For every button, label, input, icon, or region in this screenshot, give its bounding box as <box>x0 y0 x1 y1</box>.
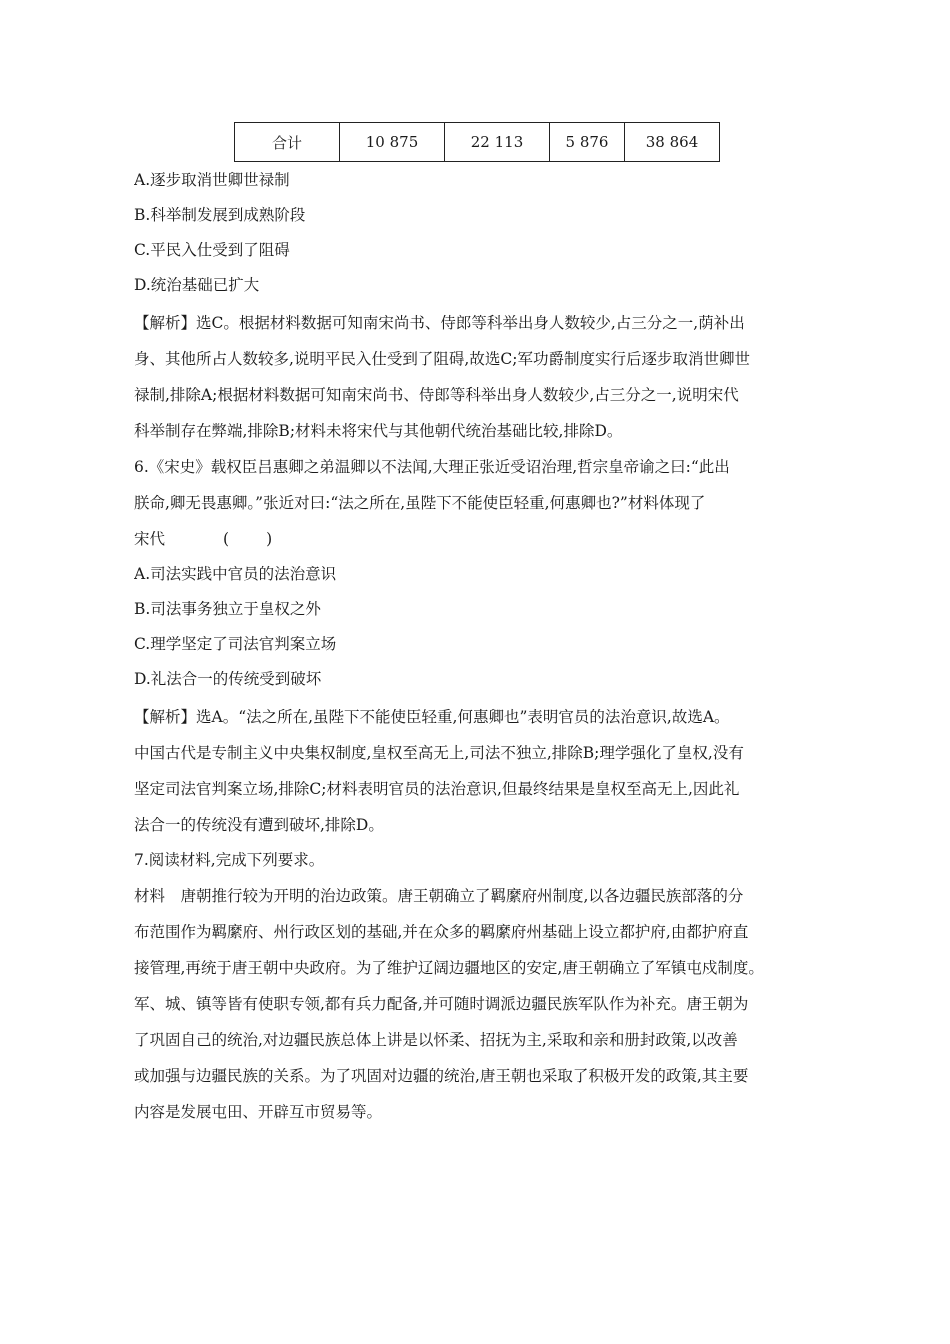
q6-options <box>134 557 834 697</box>
table-cell: 22 113 <box>445 123 550 162</box>
table-row <box>235 123 720 162</box>
question-stem-line: 朕命,卿无畏惠卿。”张近对曰:“法之所在,虽陛下不能使臣轻重,何惠卿也?”材料体现了 <box>134 494 706 512</box>
analysis-line: 身、其他所占人数较多,说明平民入仕受到了阻碍,故选C;军功爵制度实行后逐步取消世卿世 <box>134 350 750 368</box>
option-b: B.司法事务独立于皇权之外 <box>134 600 321 618</box>
q7-material <box>134 878 834 1130</box>
material-line: 或加强与边疆民族的关系。为了巩固对边疆的统治,唐王朝也采取了积极开发的政策,其主要 <box>134 1067 749 1085</box>
analysis-line: 法合一的传统没有遭到破坏,排除D。 <box>134 816 384 834</box>
option-d: D.统治基础已扩大 <box>134 276 260 294</box>
table-cell: 5 876 <box>550 123 625 162</box>
q5-analysis <box>134 305 834 449</box>
table-cell-label: 合计 <box>235 123 340 162</box>
analysis-line: 中国古代是专制主义中央集权制度,皇权至高无上,司法不独立,排除B;理学强化了皇权,没有 <box>134 744 744 762</box>
material-line: 布范围作为羁縻府、州行政区划的基础,并在众多的羁縻府州基础上设立都护府,由都护府直 <box>134 923 749 941</box>
totals-table <box>234 122 720 162</box>
option-a: A.逐步取消世卿世禄制 <box>134 171 290 189</box>
analysis-line: 【解析】选C。根据材料数据可知南宋尚书、侍郎等科举出身人数较少,占三分之一,荫补出 <box>134 314 745 332</box>
question-stem-line: 6.《宋史》载权臣吕惠卿之弟温卿以不法闻,大理正张近受诏治理,哲宗皇帝谕之曰:“此出 <box>134 458 730 476</box>
option-d: D.礼法合一的传统受到破坏 <box>134 670 322 688</box>
q5-options <box>134 163 834 303</box>
q7-stem: 7.阅读材料,完成下列要求。 <box>134 851 325 869</box>
option-c: C.平民入仕受到了阻碍 <box>134 241 290 259</box>
table-cell: 10 875 <box>340 123 445 162</box>
option-b: B.科举制发展到成熟阶段 <box>134 206 306 224</box>
option-a: A.司法实践中官员的法治意识 <box>134 565 337 583</box>
question-stem-line <box>134 521 834 557</box>
option-c: C.理学坚定了司法官判案立场 <box>134 635 337 653</box>
table-cell: 38 864 <box>625 123 720 162</box>
analysis-line: 科举制存在弊端,排除B;材料未将宋代与其他朝代统治基础比较,排除D。 <box>134 422 623 440</box>
material-line: 军、城、镇等皆有使职专领,都有兵力配备,并可随时调派边疆民族军队作为补充。唐王朝为 <box>134 995 749 1013</box>
analysis-line: 禄制,排除A;根据材料数据可知南宋尚书、侍郎等科举出身人数较少,占三分之一,说明宋代 <box>134 386 739 404</box>
analysis-line: 坚定司法官判案立场,排除C;材料表明官员的法治意识,但最终结果是皇权至高无上,因此礼 <box>134 780 740 798</box>
answer-blank: ( ) <box>223 530 275 548</box>
material-line: 了巩固自己的统治,对边疆民族总体上讲是以怀柔、招抚为主,采取和亲和册封政策,以改善 <box>134 1031 738 1049</box>
material-line: 材料 唐朝推行较为开明的治边政策。唐王朝确立了羁縻府州制度,以各边疆民族部落的分 <box>134 887 744 905</box>
material-line: 内容是发展屯田、开辟互市贸易等。 <box>134 1103 383 1121</box>
analysis-line: 【解析】选A。“法之所在,虽陛下不能使臣轻重,何惠卿也”表明官员的法治意识,故选A。 <box>134 708 730 726</box>
document-body <box>134 163 834 1130</box>
q6-stem <box>134 449 834 557</box>
q6-analysis <box>134 699 834 843</box>
material-line: 接管理,再统于唐王朝中央政府。为了维护辽阔边疆地区的安定,唐王朝确立了军镇屯戍制度。 <box>134 959 764 977</box>
question-stem-end: 宋代 <box>134 530 166 548</box>
